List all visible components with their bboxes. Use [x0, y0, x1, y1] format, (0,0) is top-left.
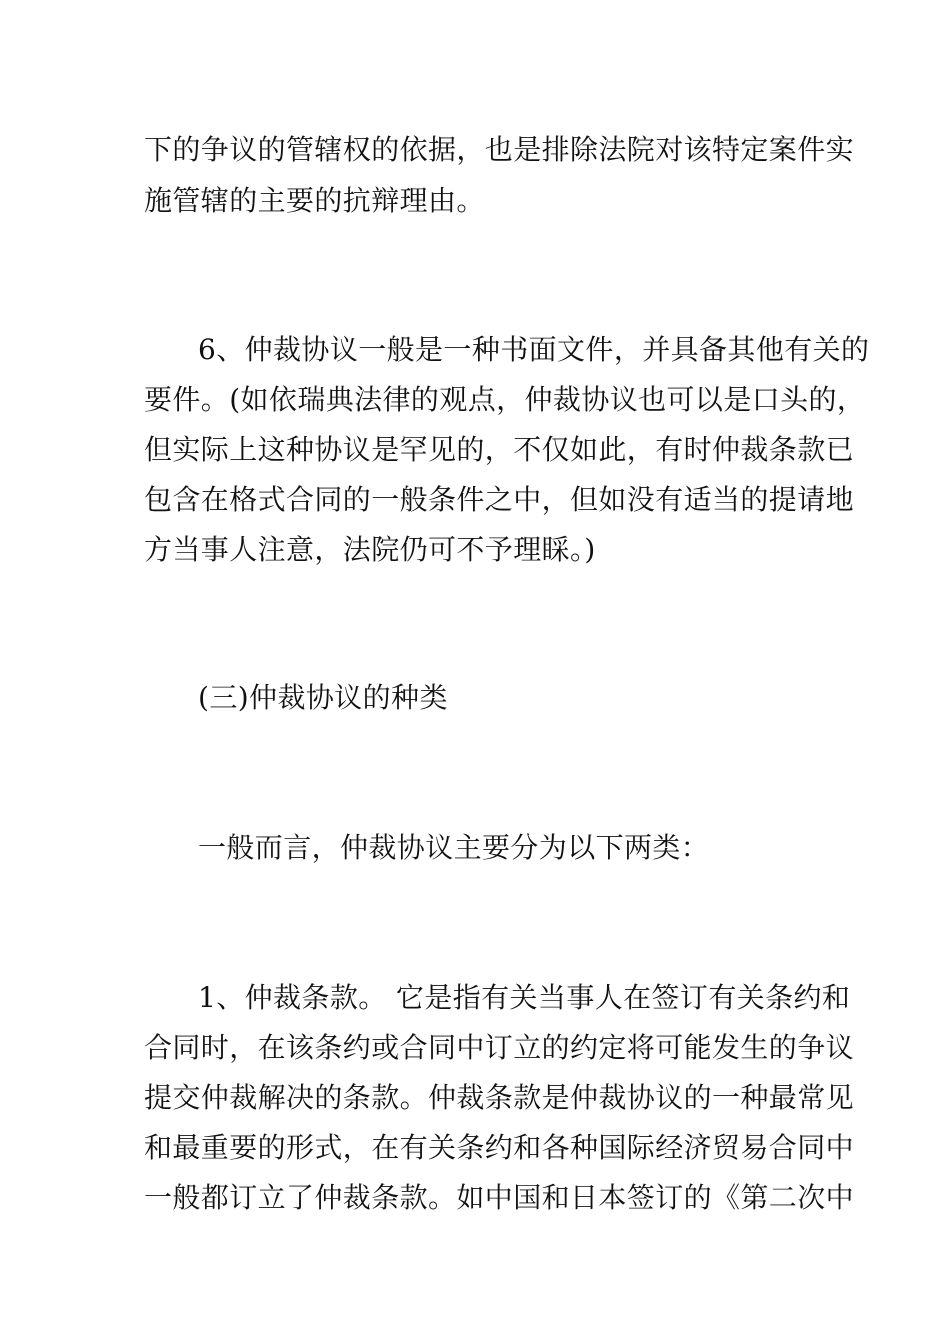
paragraph-line: 提交仲裁解决的条款。仲裁条款是仲裁协议的一种最常见 — [144, 1081, 855, 1114]
paragraph-line: 方当事人注意，法院仍可不予理睬。) — [144, 533, 596, 566]
paragraph-line: 包含在格式合同的一般条件之中，但如没有适当的提请地 — [144, 483, 855, 516]
paragraph-line: 6、仲裁协议一般是一种书面文件，并具备其他有关的 — [198, 333, 870, 366]
paragraph-line: 但实际上这种协议是罕见的，不仅如此，有时仲裁条款已 — [144, 433, 855, 466]
paragraph-line: 一般都订立了仲裁条款。如中国和日本签订的《第二次中 — [144, 1181, 855, 1214]
paragraph-line: 下的争议的管辖权的依据，也是排除法院对该特定案件实 — [144, 133, 855, 166]
paragraph-line: 和最重要的形式，在有关条约和各种国际经济贸易合同中 — [144, 1131, 855, 1164]
paragraph-line: 1、仲裁条款。 它是指有关当事人在签订有关条约和 — [198, 981, 851, 1014]
paragraph-line: 合同时，在该条约或合同中订立的约定将可能发生的争议 — [144, 1031, 855, 1064]
paragraph-line: 施管辖的主要的抗辩理由。 — [144, 184, 485, 217]
section-heading: (三)仲裁协议的种类 — [198, 681, 448, 714]
paragraph-line: 要件。(如依瑞典法律的观点，仲裁协议也可以是口头的， — [144, 383, 866, 416]
paragraph-line: 一般而言，仲裁协议主要分为以下两类： — [198, 831, 710, 864]
